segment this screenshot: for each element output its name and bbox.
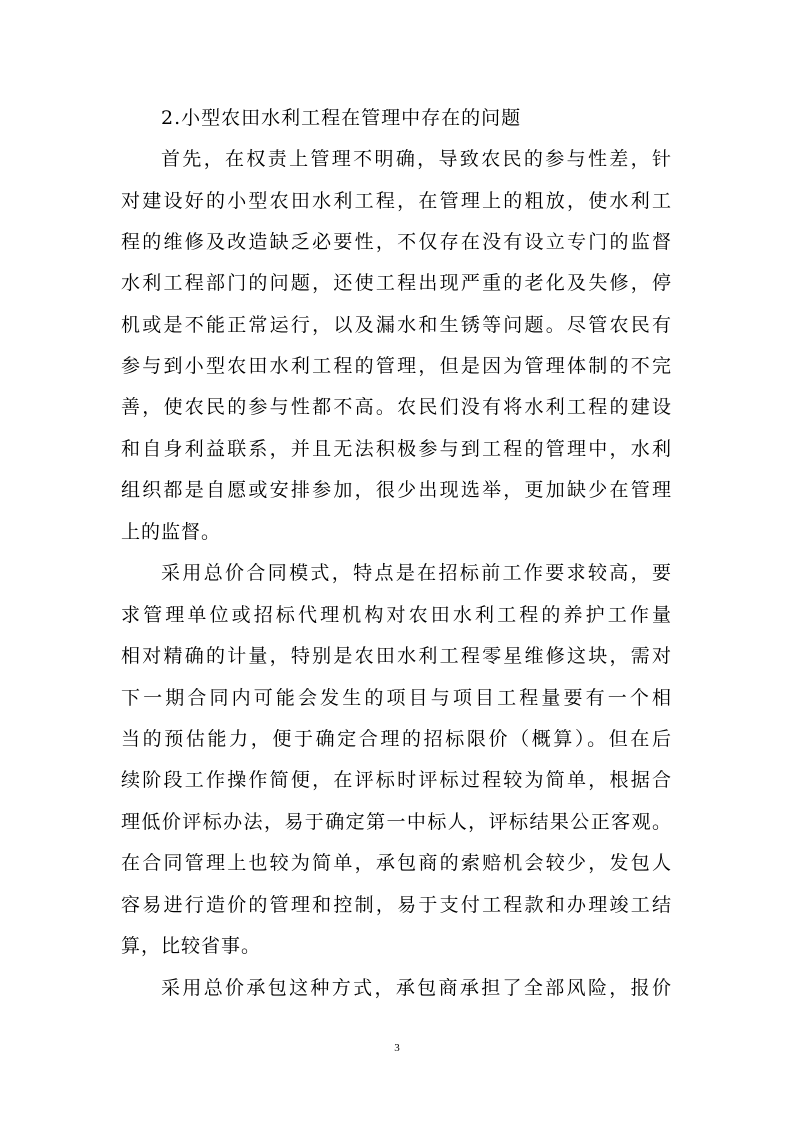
paragraph-1-line-10: 上的监督。 [121, 521, 222, 543]
paragraph-3-line-1: 采用总价承包这种方式，承包商承担了全部风险，报价 [161, 977, 671, 999]
paragraph-2-line-1: 采用总价合同模式，特点是在招标前工作要求较高，要 [161, 562, 671, 584]
paragraph-2-line-6: 续阶段工作操作简便，在评标时评标过程较为简单，根据合 [121, 769, 671, 791]
section-heading: 2.小型农田水利工程在管理中存在的问题 [161, 107, 522, 129]
page-number: 3 [394, 1042, 400, 1054]
paragraph-1-line-2: 对建设好的小型农田水利工程，在管理上的粗放，使水利工 [121, 190, 671, 212]
paragraph-1-line-6: 参与到小型农田水利工程的管理，但是因为管理体制的不完 [121, 355, 671, 377]
paragraph-2-line-8: 在合同管理上也较为简单，承包商的索赔机会较少，发包人 [121, 852, 671, 874]
paragraph-2-line-3: 相对精确的计量，特别是农田水利工程零星维修这块，需对 [121, 645, 671, 667]
paragraph-1-line-9: 组织都是自愿或安排参加，很少出现选举，更加缺少在管理 [121, 479, 671, 501]
paragraph-1-line-8: 和自身利益联系，并且无法积极参与到工程的管理中，水利 [121, 438, 671, 460]
paragraph-1-line-3: 程的维修及改造缺乏必要性，不仅存在没有设立专门的监督 [121, 231, 671, 253]
paragraph-2-line-4: 下一期合同内可能会发生的项目与项目工程量要有一个相 [121, 687, 671, 709]
paragraph-2-line-7: 理低价评标办法，易于确定第一中标人，评标结果公正客观。 [121, 811, 671, 833]
paragraph-1-line-1: 首先，在权责上管理不明确，导致农民的参与性差，针 [161, 148, 671, 170]
paragraph-2-line-5: 当的预估能力，便于确定合理的招标限价（概算）。但在后 [121, 728, 671, 750]
paragraph-2-line-10: 算，比较省事。 [121, 935, 262, 957]
paragraph-2-line-9: 容易进行造价的管理和控制，易于支付工程款和办理竣工结 [121, 894, 671, 916]
paragraph-1-line-5: 机或是不能正常运行，以及漏水和生锈等问题。尽管农民有 [121, 314, 671, 336]
paragraph-1-line-4: 水利工程部门的问题，还使工程出现严重的老化及失修，停 [121, 272, 671, 294]
paragraph-2-line-2: 求管理单位或招标代理机构对农田水利工程的养护工作量 [121, 604, 671, 626]
paragraph-1-line-7: 善，使农民的参与性都不高。农民们没有将水利工程的建设 [121, 396, 671, 418]
